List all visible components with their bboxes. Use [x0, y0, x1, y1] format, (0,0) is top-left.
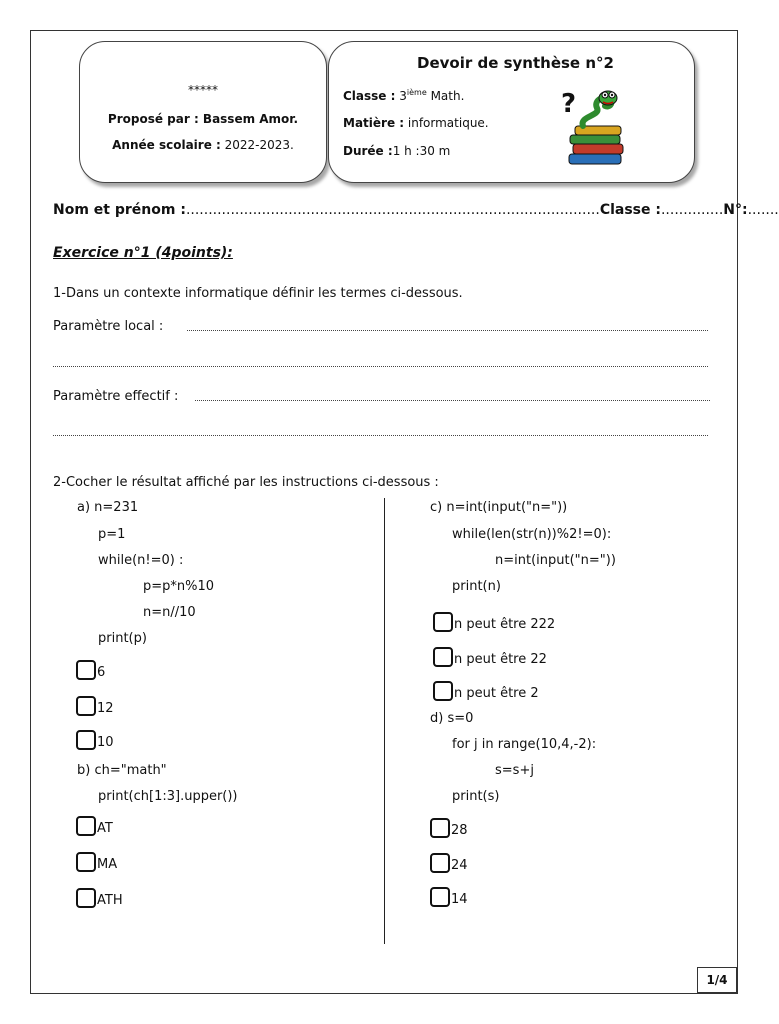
- duration-value: 1 h :30 m: [392, 144, 451, 158]
- checkbox-icon[interactable]: [76, 888, 96, 908]
- option-label: ATH: [97, 893, 123, 908]
- code-line: n=int(input("n=")): [495, 553, 616, 568]
- checkbox-icon[interactable]: [433, 681, 453, 701]
- checkbox-icon[interactable]: [430, 818, 450, 838]
- svg-text:?: ?: [561, 89, 577, 119]
- student-class-label: Classe :: [599, 202, 661, 218]
- option-label: 14: [451, 892, 468, 907]
- code-line: d) s=0: [430, 711, 474, 726]
- option[interactable]: [76, 730, 114, 750]
- answer-line[interactable]: [53, 366, 708, 367]
- code-line: while(len(str(n))%2!=0):: [452, 527, 612, 542]
- checkbox-icon[interactable]: [76, 852, 96, 872]
- code-line: p=1: [98, 527, 126, 542]
- header-stars: *****: [188, 83, 218, 97]
- option-label: n peut être 222: [454, 617, 556, 632]
- proposed-by: Proposé par : Bassem Amor.: [107, 112, 299, 126]
- code-line: c) n=int(input("n=")): [430, 500, 568, 515]
- option[interactable]: [430, 887, 468, 907]
- exercise-1-title: Exercice n°1 (4points):: [53, 245, 233, 261]
- school-year: [80, 138, 326, 152]
- name-dots: .............................................................................................: [185, 202, 600, 218]
- option[interactable]: [430, 818, 468, 838]
- class-info: [343, 88, 464, 103]
- option[interactable]: [76, 816, 113, 836]
- subject-value: informatique.: [407, 116, 489, 130]
- student-info-line: [53, 202, 779, 218]
- checkbox-icon[interactable]: [76, 730, 96, 750]
- code-line: p=p*n%10: [143, 579, 215, 594]
- checkbox-icon[interactable]: [430, 887, 450, 907]
- duration-info: [343, 144, 450, 158]
- answer-line[interactable]: [53, 435, 708, 436]
- subject-label: Matière :: [343, 116, 405, 130]
- option[interactable]: [433, 612, 555, 632]
- option[interactable]: [430, 853, 468, 873]
- snake-on-books-icon: [561, 86, 641, 171]
- checkbox-icon[interactable]: [433, 647, 453, 667]
- question-2: 2-Cocher le résultat affiché par les instructions ci-dessous :: [53, 475, 439, 490]
- subject-info: [343, 116, 489, 130]
- exam-title: Devoir de synthèse n°2: [417, 54, 614, 72]
- column-divider: [384, 498, 385, 944]
- checkbox-icon[interactable]: [430, 853, 450, 873]
- option-label: n peut être 2: [454, 686, 539, 701]
- school-year-value: 2022-2023.: [224, 138, 294, 152]
- option-label: 6: [97, 665, 106, 680]
- class-value: Math.: [430, 89, 465, 103]
- param-effectif-label: Paramètre effectif :: [53, 389, 179, 404]
- code-line: b) ch="math": [77, 763, 167, 778]
- code-line: for j in range(10,4,-2):: [452, 737, 597, 752]
- option-label: AT: [97, 821, 113, 836]
- code-line: n=n//10: [143, 605, 196, 620]
- header-exam-box: [328, 41, 695, 183]
- class-sup: ième: [406, 88, 427, 97]
- option[interactable]: [433, 681, 539, 701]
- checkbox-icon[interactable]: [76, 816, 96, 836]
- school-year-label: Année scolaire :: [112, 138, 221, 152]
- student-number-dots: .......: [747, 202, 779, 218]
- option-label: 28: [451, 823, 468, 838]
- code-line: while(n!=0) :: [98, 553, 184, 568]
- code-line: print(ch[1:3].upper()): [98, 789, 238, 804]
- question-1: 1-Dans un contexte informatique définir les termes ci-dessous.: [53, 286, 463, 301]
- duration-label: Durée :: [343, 144, 393, 158]
- checkbox-icon[interactable]: [76, 696, 96, 716]
- option[interactable]: [76, 696, 114, 716]
- class-num: 3: [399, 89, 407, 103]
- code-line: s=s+j: [495, 763, 534, 778]
- header-author-box: [79, 41, 327, 183]
- student-number-label: N°:: [723, 202, 748, 218]
- class-label: Classe :: [343, 89, 396, 103]
- code-line: print(s): [452, 789, 500, 804]
- code-line: print(p): [98, 631, 147, 646]
- option[interactable]: [76, 660, 105, 680]
- page-number: 1/4: [697, 967, 737, 993]
- code-line: a) n=231: [77, 500, 139, 515]
- checkbox-icon[interactable]: [433, 612, 453, 632]
- code-line: print(n): [452, 579, 501, 594]
- option[interactable]: [433, 647, 547, 667]
- option-label: 12: [97, 701, 114, 716]
- answer-line[interactable]: [195, 400, 710, 401]
- option-label: 24: [451, 858, 468, 873]
- param-local-label: Paramètre local :: [53, 319, 164, 334]
- student-class-dots: ..............: [660, 202, 724, 218]
- option-label: n peut être 22: [454, 652, 547, 667]
- name-label: Nom et prénom :: [53, 202, 186, 218]
- option[interactable]: [76, 888, 123, 908]
- answer-line[interactable]: [187, 330, 708, 331]
- option[interactable]: [76, 852, 117, 872]
- checkbox-icon[interactable]: [76, 660, 96, 680]
- option-label: MA: [97, 857, 118, 872]
- option-label: 10: [97, 735, 114, 750]
